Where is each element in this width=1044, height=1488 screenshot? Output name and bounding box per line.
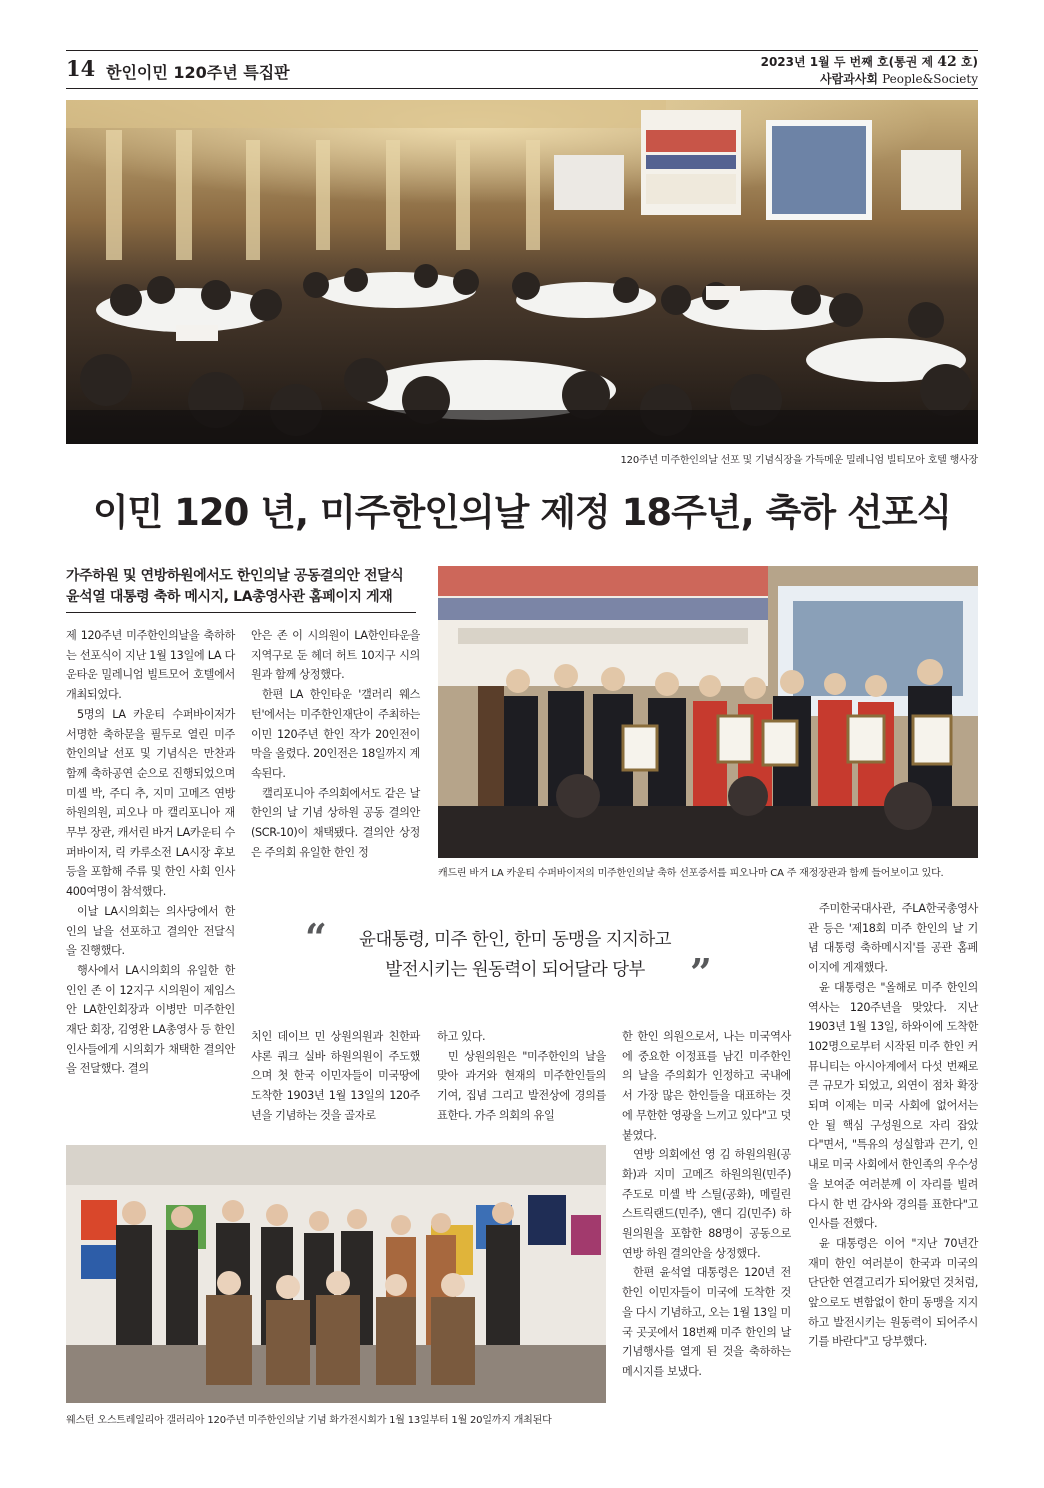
paragraph: 행사에서 LA시의회의 유일한 한인인 존 이 12지구 시의원이 제임스 안 LA한인회장과 이병만 미주한인재단 회장, 김영완 LA총영사 등 한인 인사들에게 시의회가 채택한 결의안을 전달했다. 결의: [66, 963, 235, 1076]
paragraph: 윤 대통령은 이어 "지난 70년간 재미 한인 여러분이 한국과 미국의 단단한 연결고리가 되어왔던 것처럼, 앞으로도 변함없이 한미 동맹을 지지하고 발전시키는 원동력이 되어주시기를 바란다"고 당부했다.: [808, 1236, 978, 1349]
subheadline: [66, 566, 416, 608]
quote-close-mark: ”: [690, 950, 712, 995]
paragraph: 하고 있다.: [437, 1030, 486, 1043]
banquet-hall-photo: [66, 100, 978, 444]
article-column-2-continued: [251, 1027, 420, 1126]
publication-name-en: People&Society: [882, 72, 978, 86]
paragraph: 치인 데이브 민 상원의원과 친한파 샤론 쿼크 실바 하원의원이 주도했으며 첫 한국 이민자들이 미국땅에 도착한 1903년 1월 13일의 120주년을 기념하는 것을 골자로: [251, 1030, 420, 1122]
header-bottom-rule: [66, 88, 978, 89]
article-column-2: [251, 626, 420, 862]
paragraph: 민 상원의원은 "미주한인의 날을 맞아 과거와 현재의 미주한인들의 기여, 집념 그리고 발전상에 경의를 표한다. 가주 의회의 유일: [437, 1049, 606, 1122]
paragraph: 이날 LA시의회는 의사당에서 한인의 날을 선포하고 결의안 전달식을 진행했다.: [66, 904, 235, 958]
paragraph: 윤 대통령은 "올해로 미주 한인의 역사는 120주년을 맞았다. 지난 1903년 1월 13일, 하와이에 도착한 102명으로부터 시작된 미주 한인 커뮤니티는 아시아계에서 다섯 번째로 큰 규모가 되었고, 외연이 점차 확장되며 이제는 미국 사회에 없어서는 안 될 핵심 구성원으로 자리 잡았다"면서, "특유의 성실함과 끈기, 인내로 미국 사회에서 한인족의 우수성을 보여준 여러분께 이 자리를 빌려 다시 한 번 감사와 경의를 표한다"고 인사를 전했다.: [808, 980, 978, 1231]
pull-quote: [300, 925, 730, 985]
subheadline-line-1: 가주하원 및 연방하원에서도 한인의날 공동결의안 전달식: [66, 568, 404, 584]
article-column-4: [622, 1027, 791, 1382]
section-title: 한인이민 120주년 특집판: [106, 63, 290, 82]
header-top-rule: [66, 50, 978, 51]
issue-number: 42: [937, 54, 957, 70]
banquet-photo-caption: 120주년 미주한인의날 선포 및 기념식장을 가득메운 밀레니엄 빌티모아 호텔 행사장: [620, 455, 978, 466]
issue-suffix: 호): [956, 55, 978, 69]
page-number: 14: [66, 56, 96, 81]
subheadline-line-2: 윤석열 대통령 축하 메시지, LA총영사관 홈페이지 게재: [66, 589, 393, 605]
issue-info: [761, 53, 978, 70]
paragraph: 제 120주년 미주한인의날을 축하하는 선포식이 지난 1월 13일에 LA 다운타운 밀레니엄 빌트모어 호텔에서 개최되었다.: [66, 629, 235, 702]
publication-name: [820, 70, 978, 87]
issue-prefix: 2023년 1월 두 번째 호(통권 제: [760, 55, 938, 69]
ceremony-photo-caption: 캐드린 바거 LA 카운티 수퍼바이저의 미주한인의날 축하 선포증서를 피오나마 CA 주 재정장관과 함께 들어보이고 있다.: [438, 868, 944, 879]
paragraph: 연방 의회에선 영 김 하원의원(공화)과 지미 고메즈 하원의원(민주) 주도로 미셸 박 스틸(공화), 메릴린 스트릭랜드(민주), 앤디 김(민주) 하원의원을 포함한 88명이 공동으로 연방 하원 결의안을 상정했다.: [622, 1148, 791, 1260]
article-column-1: [66, 626, 235, 1079]
article-column-5: [808, 899, 978, 1352]
subheadline-rule: [66, 612, 416, 613]
paragraph: 캘리포니아 주의회에서도 같은 날 한인의 날 기념 상하원 공동 결의안(SCR-10)이 채택됐다. 결의안 상정은 주의회 유일한 한인 정: [251, 786, 420, 859]
pull-quote-line-2: 발전시키는 원동력이 되어달라 당부: [385, 960, 645, 980]
paragraph: 한 한인 의원으로서, 나는 미국역사에 중요한 이정표를 남긴 미주한인의 날을 주의회가 인정하고 국내에서 가장 많은 한인들을 대표하는 것에 무한한 영광을 느끼고 있다"고 덧붙였다.: [622, 1030, 791, 1142]
pull-quote-line-1: 윤대통령, 미주 한인, 한미 동맹을 지지하고: [359, 930, 671, 950]
paragraph: 한편 윤석열 대통령은 120년 전 한인 이민자들이 미국에 도착한 것을 다시 기념하고, 오는 1월 13일 미국 곳곳에서 18번째 미주 한인의 날 기념행사를 열게 된 것을 축하하는 메시지를 보냈다.: [622, 1266, 791, 1378]
paragraph: 5명의 LA 카운티 수퍼바이저가 서명한 축하문을 필두로 열린 미주한인의날 선포 및 기념식은 만찬과 함께 축하공연 순으로 진행되었으며 미셸 박, 주디 추, 지미 고메즈 연방 하원의원, 피오나 마 캘리포니아 재무부 장관, 캐서린 바거 LA카운티 수퍼바이저, 릭 카루소전 LA시장 후보 등을 포함해 주류 및 한인 사회 인사 400여명이 참석했다.: [66, 707, 235, 899]
gallery-group-photo: [66, 1145, 606, 1403]
quote-open-mark: “: [305, 915, 327, 960]
gallery-photo-caption: 웨스턴 오스트레일리아 갤러리아 120주년 미주한인의날 기념 화가전시회가 1월 13일부터 1월 20일까지 개최된다: [66, 1415, 552, 1426]
article-column-3: [437, 1027, 606, 1126]
ceremony-photo: [438, 566, 978, 858]
paragraph: 주미한국대사관, 주LA한국총영사관 등은 '제18회 미주 한인의 날 기념 대통령 축하메시지'를 공관 홈페이지에 게재했다.: [808, 902, 978, 975]
paragraph: 한편 LA 한인타운 '갤러리 웨스턴'에서는 미주한인재단이 주최하는 이민 120주년 한인 작가 20인전이 막을 올렸다. 20인전은 18일까지 계속된다.: [251, 688, 420, 780]
paragraph: 안은 존 이 시의원이 LA한인타운을 지역구로 둔 헤더 허트 10지구 시의원과 함께 상정했다.: [251, 629, 420, 682]
headline: 이민 120 년, 미주한인의날 제정 18주년, 축하 선포식: [92, 491, 952, 534]
publication-name-ko: 사람과사회: [819, 72, 883, 86]
